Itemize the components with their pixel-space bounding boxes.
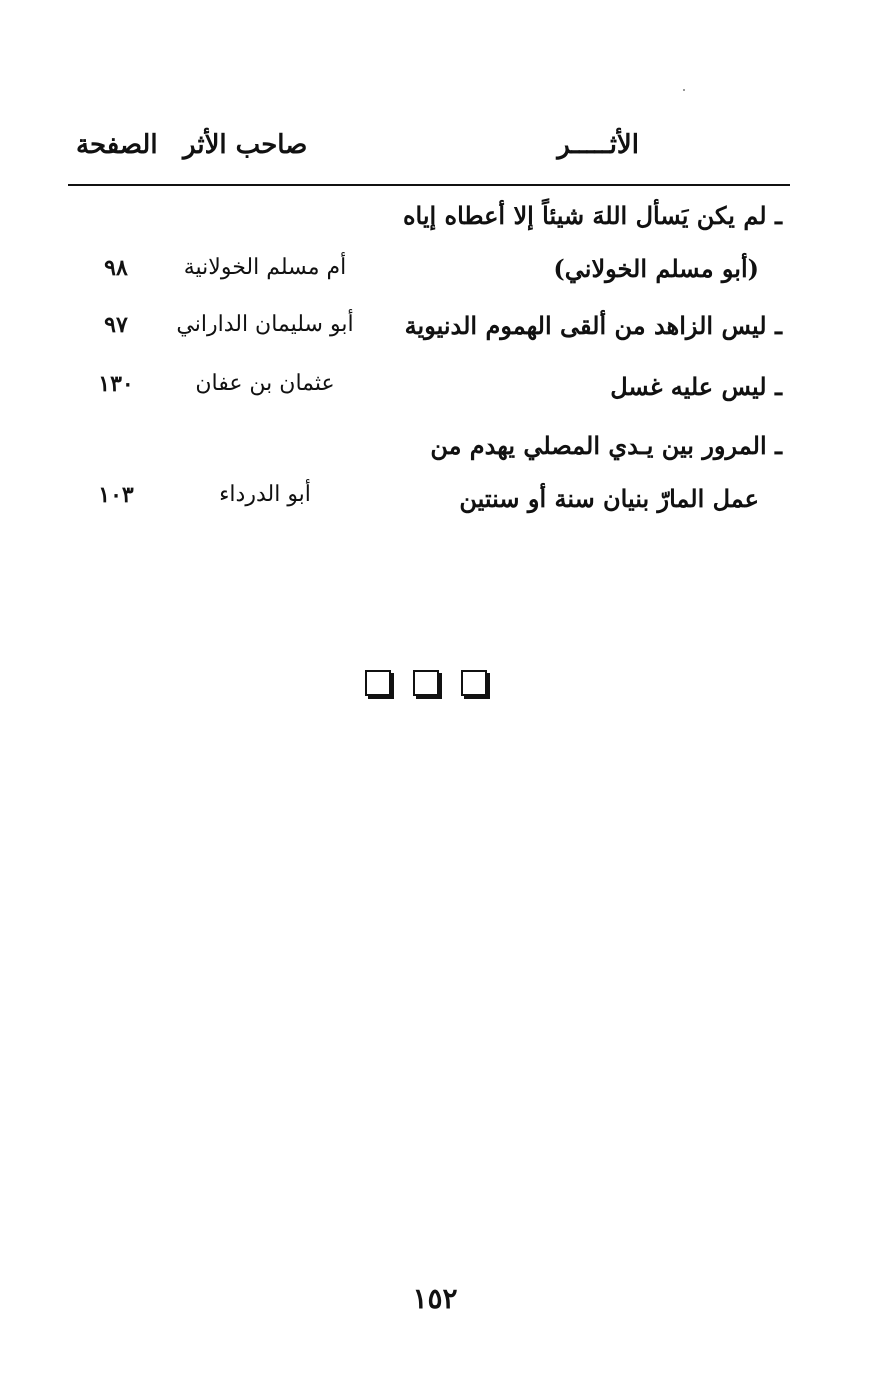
row-1-owner: أم مسلم الخولانية (183, 255, 347, 280)
row-4-page: ١٠٣ (98, 482, 134, 508)
row-4-athar-line-1: ـ المرور بين يـدي المصلي يهدم من (430, 431, 782, 460)
header-page: الصفحة (76, 130, 158, 160)
row-1-page: ٩٨ (104, 255, 128, 281)
row-2-athar-line-1: ـ ليس الزاهد من ألقى الهموم الدنيوية (404, 311, 782, 340)
row-1-athar-line-2: (أبو مسلم الخولاني) (553, 254, 759, 283)
row-3-page: ١٣٠ (98, 371, 134, 397)
header-athar: الأثـــــر (557, 130, 639, 160)
row-4-athar-line-2: عمل المارّ بنيان سنة أو سنتين (459, 484, 759, 513)
row-2-owner: أبو سليمان الداراني (176, 312, 354, 337)
row-1-athar-line-1: ـ لم يكن يَسأل اللهَ شيئاً إلا أعطاه إياه (402, 201, 782, 230)
ornament-box-icon (413, 670, 439, 696)
scan-speck (683, 89, 685, 91)
page-number: ١٥٢ (412, 1282, 458, 1315)
ornament-box-icon (461, 670, 487, 696)
ornament-box-icon (365, 670, 391, 696)
header-owner: صاحب الأثر (183, 130, 308, 160)
row-3-owner: عثمان بن عفان (195, 371, 335, 396)
row-3-athar-line-1: ـ ليس عليه غسل (610, 372, 782, 401)
row-4-owner: أبو الدرداء (219, 482, 311, 507)
row-2-page: ٩٧ (104, 312, 128, 338)
header-rule (68, 184, 790, 186)
section-end-ornament (365, 670, 487, 696)
